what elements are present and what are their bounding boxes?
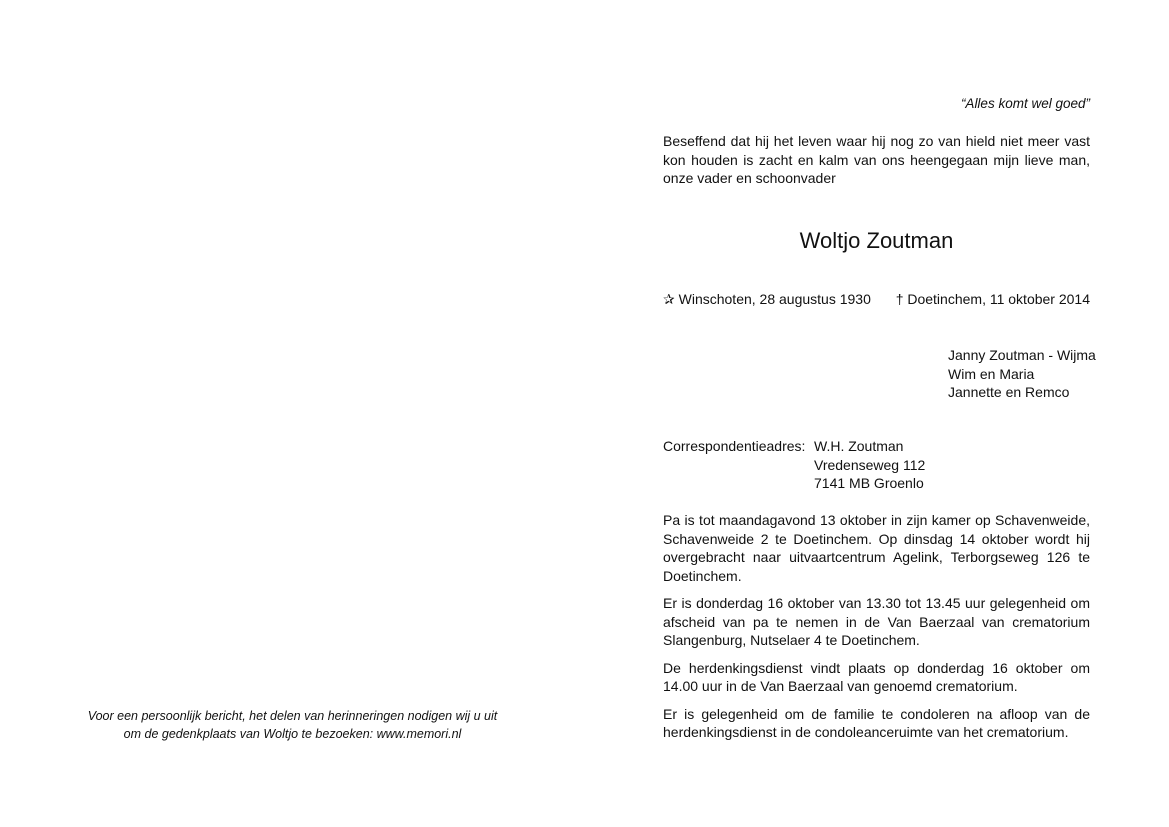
right-page — [584, 0, 1169, 827]
address-block — [814, 437, 925, 493]
memorial-note-line-2: om de gedenkplaats van Woltjo te bezoeken: www.memori.nl — [123, 727, 462, 741]
motto: “Alles komt wel goed” — [960, 96, 1090, 111]
birth-info: ✰ Winschoten, 28 augustus 1930 — [663, 291, 871, 307]
arrangements — [663, 511, 1090, 751]
address-line: Vredenseweg 112 — [814, 456, 926, 473]
arrangement-paragraph: De herdenkingsdienst vindt plaats op donderdag 16 oktober om 14.00 uur in de Van Baerzaal van genoemd crematorium. — [663, 659, 1090, 694]
memorial-note — [80, 707, 505, 743]
family-member: Jannette en Remco — [948, 384, 1070, 400]
arrangement-paragraph: Er is gelegenheid om de familie te condoleren na afloop van de herdenkingsdienst in de condoleanceruimte van het crematorium. — [663, 705, 1090, 740]
address-line: 7141 MB Groenlo — [814, 475, 924, 491]
family-list — [948, 346, 1096, 402]
left-page — [0, 0, 584, 827]
memorial-note-line-1: Voor een persoonlijk bericht, het delen van herinneringen nodigen wij u uit — [87, 709, 498, 723]
arrangement-paragraph: Er is donderdag 16 oktober van 13.30 tot 13.45 uur gelegenheid om afscheid van pa te nemen in de Van Baerzaal van crematorium Slangenburg, Nutselaer 4 te Doetinchem. — [663, 595, 1090, 648]
address-line: W.H. Zoutman — [814, 438, 904, 454]
death-info: † Doetinchem, 11 oktober 2014 — [895, 291, 1090, 307]
correspondence-label: Correspondentieadres: — [663, 438, 806, 454]
deceased-name: Woltjo Zoutman — [799, 228, 954, 253]
intro-text: Beseffend dat hij het leven waar hij nog zo van hield niet meer vast kon houden is zacht en kalm van ons heengegaan mijn lieve man, onze vader en schoonvader — [663, 133, 1090, 186]
arrangement-paragraph: Pa is tot maandagavond 13 oktober in zijn kamer op Schavenweide, Schavenweide 2 te Doetinchem. Op dinsdag 14 oktober wordt hij overgebracht naar uitvaartcentrum Agelink, Terborgseweg 126 te Doetinchem. — [663, 512, 1090, 584]
family-member: Janny Zoutman - Wijma — [948, 347, 1096, 363]
family-member: Wim en Maria — [948, 365, 1035, 382]
